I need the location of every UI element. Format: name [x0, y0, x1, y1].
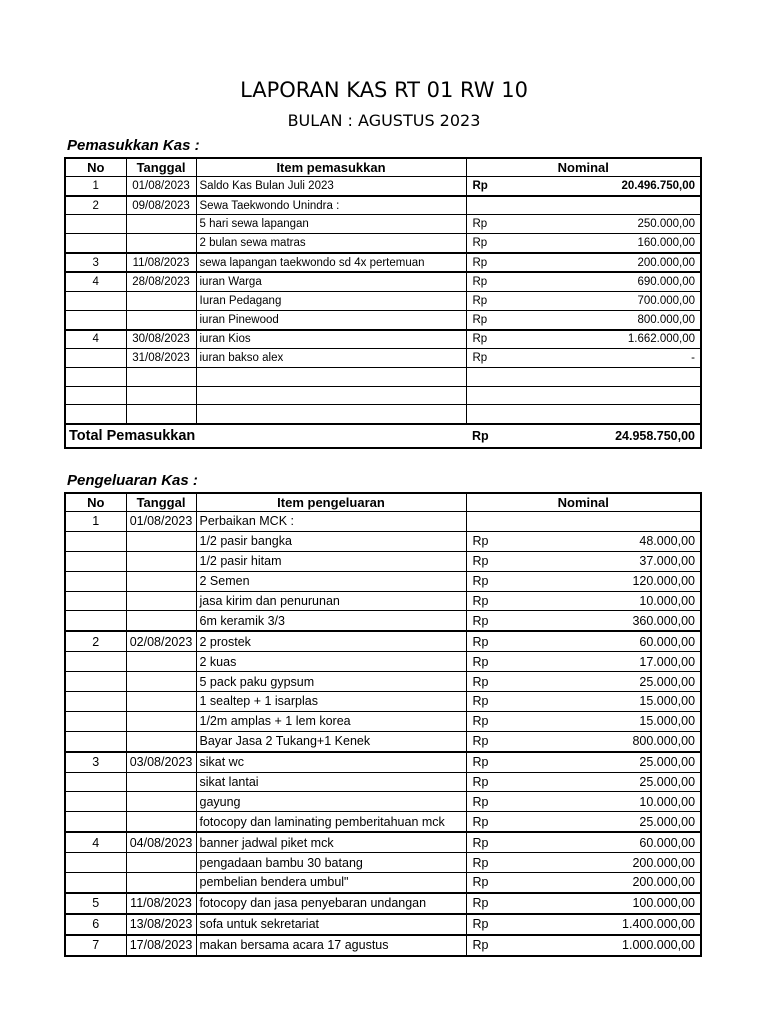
row-amount: 25.000,00: [526, 812, 701, 832]
row-amount: [526, 512, 701, 532]
row-date: [126, 652, 196, 672]
row-currency: Rp: [466, 611, 526, 631]
row-currency: Rp: [466, 177, 526, 196]
row-item: [196, 386, 466, 405]
row-item: gayung: [196, 792, 466, 812]
expense-header-no: No: [65, 493, 126, 512]
row-currency: Rp: [466, 832, 526, 852]
row-currency: Rp: [466, 935, 526, 956]
table-row: [65, 310, 701, 329]
row-number: [65, 873, 126, 893]
row-number: [65, 349, 126, 368]
table-row: [65, 914, 701, 935]
row-amount: [526, 386, 701, 405]
row-date: 11/08/2023: [126, 893, 196, 914]
table-row: [65, 893, 701, 914]
row-amount: [526, 405, 701, 424]
expense-header-amount: Nominal: [466, 493, 701, 512]
row-amount: 60.000,00: [526, 832, 701, 852]
table-row: [65, 711, 701, 731]
row-currency: Rp: [466, 711, 526, 731]
table-row: [65, 853, 701, 873]
row-amount: 15.000,00: [526, 711, 701, 731]
row-date: [126, 551, 196, 571]
row-number: [65, 792, 126, 812]
row-amount: 10.000,00: [526, 591, 701, 611]
row-number: 6: [65, 914, 126, 935]
row-number: [65, 405, 126, 424]
row-currency: Rp: [466, 792, 526, 812]
row-currency: Rp: [466, 531, 526, 551]
row-number: [65, 292, 126, 311]
table-row: [65, 731, 701, 751]
row-amount: 700.000,00: [526, 292, 701, 311]
row-currency: Rp: [466, 631, 526, 651]
row-date: [126, 310, 196, 329]
row-amount: 100.000,00: [526, 893, 701, 914]
row-amount: 1.662.000,00: [526, 330, 701, 349]
expense-header-item: Item pengeluaran: [196, 493, 466, 512]
row-number: [65, 853, 126, 873]
row-item: Sewa Taekwondo Unindra :: [196, 196, 466, 215]
row-number: 1: [65, 512, 126, 532]
row-currency: Rp: [466, 812, 526, 832]
row-number: 4: [65, 330, 126, 349]
row-item: sofa untuk sekretariat: [196, 914, 466, 935]
row-date: 01/08/2023: [126, 512, 196, 532]
row-number: [65, 310, 126, 329]
row-number: [65, 591, 126, 611]
row-currency: Rp: [466, 652, 526, 672]
table-row: [65, 772, 701, 792]
row-date: 31/08/2023: [126, 349, 196, 368]
row-number: 4: [65, 272, 126, 291]
income-section-title: Pemasukkan Kas :: [67, 137, 200, 154]
row-item: iuran bakso alex: [196, 349, 466, 368]
row-item: banner jadwal piket mck: [196, 832, 466, 852]
row-item: [196, 367, 466, 386]
row-item: iuran Warga: [196, 272, 466, 291]
table-row: [65, 234, 701, 253]
row-currency: Rp: [466, 873, 526, 893]
row-amount: 250.000,00: [526, 215, 701, 234]
row-number: [65, 711, 126, 731]
row-amount: 37.000,00: [526, 551, 701, 571]
row-date: 01/08/2023: [126, 177, 196, 196]
row-date: [126, 731, 196, 751]
row-amount: 48.000,00: [526, 531, 701, 551]
income-total-amount: 24.958.750,00: [526, 424, 701, 448]
row-item: sikat lantai: [196, 772, 466, 792]
table-row: [65, 873, 701, 893]
row-item: 2 bulan sewa matras: [196, 234, 466, 253]
row-currency: Rp: [466, 234, 526, 253]
row-currency: [466, 196, 526, 215]
row-item: sikat wc: [196, 752, 466, 772]
report-subtitle: BULAN : AGUSTUS 2023: [287, 111, 481, 130]
row-item: Iuran Pedagang: [196, 292, 466, 311]
row-item: 1/2 pasir bangka: [196, 531, 466, 551]
table-row: [65, 330, 701, 349]
row-amount: 200.000,00: [526, 853, 701, 873]
table-row: [65, 672, 701, 692]
row-number: 5: [65, 893, 126, 914]
row-item: jasa kirim dan penurunan: [196, 591, 466, 611]
row-currency: Rp: [466, 772, 526, 792]
row-number: 2: [65, 631, 126, 651]
row-item: 2 kuas: [196, 652, 466, 672]
row-item: 2 prostek: [196, 631, 466, 651]
row-amount: 1.400.000,00: [526, 914, 701, 935]
row-date: 13/08/2023: [126, 914, 196, 935]
row-date: [126, 215, 196, 234]
row-date: [126, 234, 196, 253]
row-currency: Rp: [466, 914, 526, 935]
row-item: [196, 405, 466, 424]
row-date: [126, 591, 196, 611]
table-row: [65, 752, 701, 772]
row-item: Bayar Jasa 2 Tukang+1 Kenek: [196, 731, 466, 751]
row-number: 1: [65, 177, 126, 196]
row-item: Saldo Kas Bulan Juli 2023: [196, 177, 466, 196]
row-currency: Rp: [466, 752, 526, 772]
row-item: fotocopy dan jasa penyebaran undangan: [196, 893, 466, 914]
row-amount: 160.000,00: [526, 234, 701, 253]
row-amount: 200.000,00: [526, 873, 701, 893]
row-number: [65, 672, 126, 692]
row-item: pengadaan bambu 30 batang: [196, 853, 466, 873]
row-number: [65, 367, 126, 386]
row-date: [126, 611, 196, 631]
row-item: iuran Pinewood: [196, 310, 466, 329]
table-row: [65, 177, 701, 196]
row-currency: Rp: [466, 571, 526, 591]
row-date: [126, 367, 196, 386]
expense-header-date: Tanggal: [126, 493, 196, 512]
row-date: 11/08/2023: [126, 253, 196, 273]
row-currency: Rp: [466, 893, 526, 914]
row-item: 1/2 pasir hitam: [196, 551, 466, 571]
table-row: [65, 652, 701, 672]
row-item: 5 hari sewa lapangan: [196, 215, 466, 234]
table-row: [65, 792, 701, 812]
row-amount: 60.000,00: [526, 631, 701, 651]
row-item: 1 sealtep + 1 isarplas: [196, 692, 466, 712]
row-amount: 20.496.750,00: [526, 177, 701, 196]
row-number: 7: [65, 935, 126, 956]
income-total-currency: Rp: [466, 424, 526, 448]
row-amount: 800.000,00: [526, 731, 701, 751]
table-row: [65, 812, 701, 832]
row-date: 02/08/2023: [126, 631, 196, 651]
row-item: 6m keramik 3/3: [196, 611, 466, 631]
row-amount: 360.000,00: [526, 611, 701, 631]
row-date: [126, 405, 196, 424]
table-row: [65, 832, 701, 852]
income-header-amount: Nominal: [466, 158, 701, 177]
row-number: 3: [65, 752, 126, 772]
row-item: Perbaikan MCK :: [196, 512, 466, 532]
row-number: 2: [65, 196, 126, 215]
row-date: 03/08/2023: [126, 752, 196, 772]
row-item: 5 pack paku gypsum: [196, 672, 466, 692]
table-row: [65, 551, 701, 571]
income-table: [64, 157, 702, 449]
table-row: [65, 692, 701, 712]
table-row: [65, 253, 701, 273]
row-amount: 120.000,00: [526, 571, 701, 591]
table-row: [65, 631, 701, 651]
row-currency: [466, 405, 526, 424]
row-number: [65, 234, 126, 253]
row-date: [126, 772, 196, 792]
row-date: 30/08/2023: [126, 330, 196, 349]
row-number: [65, 652, 126, 672]
income-header-date: Tanggal: [126, 158, 196, 177]
row-currency: Rp: [466, 591, 526, 611]
table-row: [65, 571, 701, 591]
income-header-no: No: [65, 158, 126, 177]
expense-section-title: Pengeluaran Kas :: [67, 472, 198, 489]
row-currency: Rp: [466, 330, 526, 349]
row-currency: [466, 512, 526, 532]
income-total-row: [65, 424, 701, 448]
row-currency: Rp: [466, 731, 526, 751]
row-date: 04/08/2023: [126, 832, 196, 852]
row-currency: Rp: [466, 310, 526, 329]
row-number: [65, 812, 126, 832]
table-row: [65, 196, 701, 215]
row-item: makan bersama acara 17 agustus: [196, 935, 466, 956]
row-item: sewa lapangan taekwondo sd 4x pertemuan: [196, 253, 466, 273]
row-amount: [526, 367, 701, 386]
row-number: [65, 386, 126, 405]
row-date: [126, 692, 196, 712]
row-currency: Rp: [466, 692, 526, 712]
row-amount: 25.000,00: [526, 672, 701, 692]
row-number: 4: [65, 832, 126, 852]
row-number: [65, 531, 126, 551]
table-row: [65, 367, 701, 386]
table-row: [65, 349, 701, 368]
row-date: 28/08/2023: [126, 272, 196, 291]
row-number: [65, 215, 126, 234]
table-row: [65, 591, 701, 611]
table-row: [65, 935, 701, 956]
row-date: [126, 292, 196, 311]
row-amount: [526, 196, 701, 215]
row-amount: 690.000,00: [526, 272, 701, 291]
row-currency: Rp: [466, 292, 526, 311]
table-row: [65, 292, 701, 311]
row-amount: 1.000.000,00: [526, 935, 701, 956]
expense-table: [64, 492, 702, 957]
table-row: [65, 531, 701, 551]
table-row: [65, 611, 701, 631]
row-amount: 200.000,00: [526, 253, 701, 273]
table-row: [65, 512, 701, 532]
row-currency: Rp: [466, 215, 526, 234]
row-currency: Rp: [466, 253, 526, 273]
row-currency: Rp: [466, 672, 526, 692]
row-item: iuran Kios: [196, 330, 466, 349]
row-amount: 17.000,00: [526, 652, 701, 672]
row-item: pembelian bendera umbul": [196, 873, 466, 893]
table-row: [65, 405, 701, 424]
row-amount: 10.000,00: [526, 792, 701, 812]
row-amount: 25.000,00: [526, 772, 701, 792]
row-number: [65, 692, 126, 712]
row-date: [126, 672, 196, 692]
income-header-item: Item pemasukkan: [196, 158, 466, 177]
row-amount: 800.000,00: [526, 310, 701, 329]
table-row: [65, 215, 701, 234]
row-item: 1/2m amplas + 1 lem korea: [196, 711, 466, 731]
row-number: [65, 611, 126, 631]
row-amount: 25.000,00: [526, 752, 701, 772]
report-title: LAPORAN KAS RT 01 RW 10: [240, 78, 528, 102]
income-total-label: Total Pemasukkan: [65, 424, 466, 448]
row-date: 17/08/2023: [126, 935, 196, 956]
row-number: [65, 772, 126, 792]
row-number: [65, 731, 126, 751]
row-item: 2 Semen: [196, 571, 466, 591]
row-date: [126, 873, 196, 893]
row-date: [126, 711, 196, 731]
row-date: [126, 812, 196, 832]
row-amount: 15.000,00: [526, 692, 701, 712]
row-number: 3: [65, 253, 126, 273]
row-date: [126, 386, 196, 405]
row-date: [126, 531, 196, 551]
row-date: 09/08/2023: [126, 196, 196, 215]
row-date: [126, 571, 196, 591]
table-row: [65, 386, 701, 405]
row-currency: Rp: [466, 272, 526, 291]
row-number: [65, 571, 126, 591]
table-row: [65, 272, 701, 291]
row-item: fotocopy dan laminating pemberitahuan mck: [196, 812, 466, 832]
row-currency: Rp: [466, 551, 526, 571]
row-currency: [466, 386, 526, 405]
row-number: [65, 551, 126, 571]
row-date: [126, 792, 196, 812]
row-currency: Rp: [466, 349, 526, 368]
row-amount: -: [526, 349, 701, 368]
row-currency: [466, 367, 526, 386]
row-currency: Rp: [466, 853, 526, 873]
row-date: [126, 853, 196, 873]
